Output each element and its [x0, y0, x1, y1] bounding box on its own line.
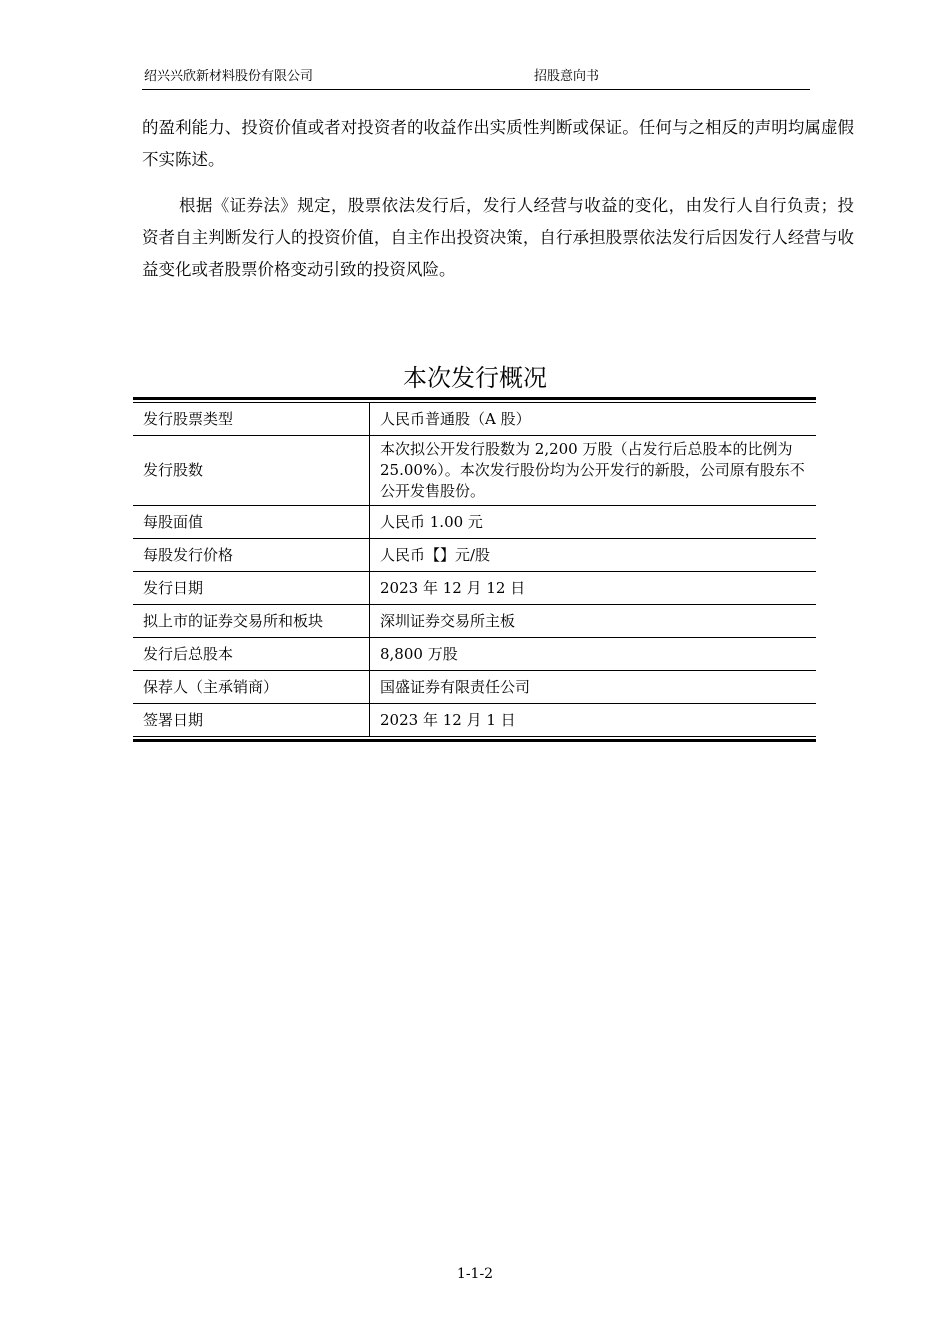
table-row [133, 436, 816, 506]
table-row [133, 605, 816, 638]
header-company-name: 绍兴兴欣新材料股份有限公司 [144, 69, 314, 84]
summary-title: 本次发行概况 [403, 364, 547, 392]
body-paragraph-2: 根据《证券法》规定，股票依法发行后，发行人经营与收益的变化，由发行人自行负责；投资者自主判断发行人的投资价值，自主作出投资决策，自行承担股票依法发行后因发行人经营与收益变化或者股票价格变动引致的投资风险。 [142, 196, 854, 279]
row-value-share-type: 人民币普通股（A 股） [380, 409, 531, 428]
row-label-sponsor: 保荐人（主承销商） [133, 671, 370, 704]
table-row [133, 638, 816, 671]
table-bottom-thin-rule [133, 736, 816, 737]
table-top-thick-rule [133, 397, 816, 400]
table-row [133, 506, 816, 539]
row-value-total-shares: 8,800 万股 [370, 638, 817, 671]
row-value-issue-price: 人民币【】元/股 [370, 539, 817, 572]
header-document-type: 招股意向书 [534, 69, 600, 84]
row-label-share-type: 发行股票类型 [133, 403, 370, 436]
row-value-signing-date: 2023 年 12 月 1 日 [370, 704, 817, 737]
table-row [133, 403, 816, 436]
row-value-issue-date: 2023 年 12 月 12 日 [370, 572, 817, 605]
row-label-exchange: 拟上市的证券交易所和板块 [133, 605, 370, 638]
table-row [133, 539, 816, 572]
page-number: 1-1-2 [456, 1266, 494, 1282]
row-label-issue-date: 发行日期 [133, 572, 370, 605]
table-bottom-thick-rule [133, 739, 816, 742]
row-label-par-value: 每股面值 [133, 506, 370, 539]
row-label-share-count: 发行股数 [133, 436, 370, 506]
row-value-sponsor: 国盛证券有限责任公司 [370, 671, 817, 704]
row-value-exchange: 深圳证券交易所主板 [370, 605, 817, 638]
row-value-share-count: 本次拟公开发行股数为 2,200 万股（占发行后总股本的比例为 25.00%）。本次发行股份均为公开发行的新股，公司原有股东不公开发售股份。 [370, 436, 817, 506]
body-paragraph-1: 的盈利能力、投资价值或者对投资者的收益作出实质性判断或保证。任何与之相反的声明均属虚假不实陈述。 [142, 118, 854, 169]
row-value-par-value: 人民币 1.00 元 [370, 506, 817, 539]
row-label-total-shares: 发行后总股本 [133, 638, 370, 671]
row-label-signing-date: 签署日期 [133, 704, 370, 737]
row-label-issue-price: 每股发行价格 [133, 539, 370, 572]
table-row [133, 572, 816, 605]
table-row [133, 671, 816, 704]
table-row [133, 704, 816, 737]
summary-table-grid [133, 403, 816, 736]
page-header [142, 70, 810, 90]
summary-table [133, 397, 816, 742]
